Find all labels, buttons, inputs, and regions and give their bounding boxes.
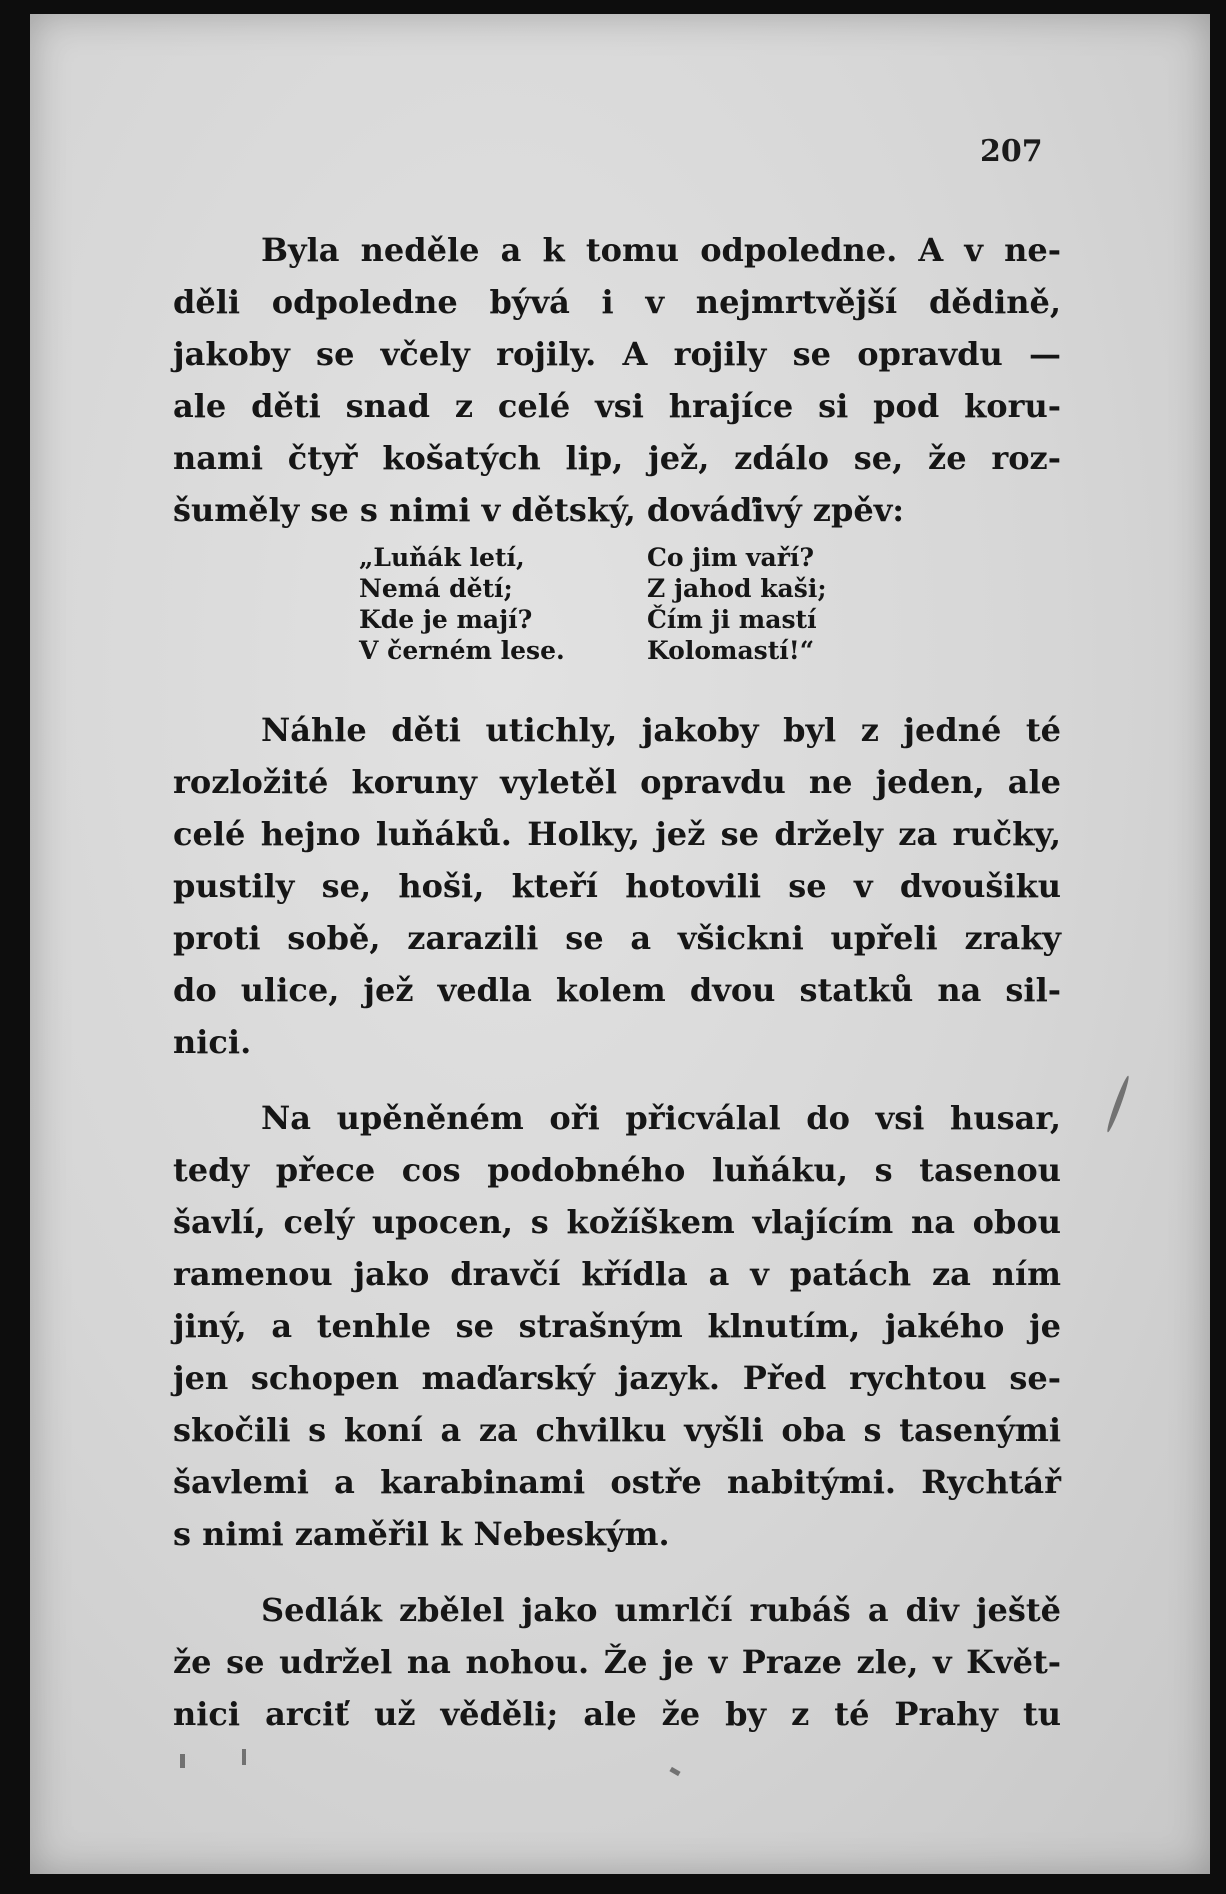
poem-line: Nemá dětí; (359, 574, 513, 603)
text-line: proti sobě, zarazili se a všickni upřeli zraky (173, 919, 1061, 957)
paragraph-3 (173, 1092, 1061, 1560)
text-line: ramenou jako dravčí křídla a v patách za ním (173, 1255, 1061, 1293)
text-line: že se udržel na nohou. Že je v Praze zle, v Květ- (173, 1643, 1061, 1681)
text-line: celé hejno luňáků. Holky, jež se držely za ručky, (173, 815, 1061, 853)
scan-speck (242, 1749, 246, 1765)
text-line: Byla neděle a k tomu odpoledne. A v ne- (261, 231, 1061, 269)
scan-speck (180, 1754, 185, 1768)
text-line: šavlí, celý upocen, s kožíškem vlajícím na obou (173, 1203, 1061, 1241)
text-line: nici. (173, 1023, 252, 1061)
text-line: rozložité koruny vyletěl opravdu ne jeden, ale (173, 763, 1061, 801)
poem-left-column (359, 542, 565, 666)
poem-line: Kolomastí!“ (647, 636, 815, 665)
text-line: Na upěněném oři přicválal do vsi husar, (261, 1099, 1061, 1137)
text-line: jakoby se včely rojily. A rojily se opravdu — (173, 335, 1061, 373)
text-line: ale děti snad z celé vsi hrajíce si pod koru- (173, 387, 1061, 425)
text-line: Náhle děti utichly, jakoby byl z jedné té (261, 711, 1061, 749)
text-line: jen schopen maďarský jazyk. Před rychtou se- (173, 1359, 1061, 1397)
poem-line: „Luňák letí, (359, 543, 525, 572)
poem-line: Z jahod kaši; (647, 574, 827, 603)
text-line: nici arciť už věděli; ale že by z té Prahy tu (173, 1695, 1061, 1733)
poem-line: Kde je mají? (359, 605, 533, 634)
poem-line: V černém lese. (359, 636, 565, 665)
text-line: s nimi zaměřil k Nebeským. (173, 1515, 670, 1553)
text-line: skočili s koní a za chvilku vyšli oba s tasenými (173, 1411, 1061, 1449)
text-line: Sedlák zbělel jako umrlčí rubáš a div ještě (261, 1591, 1061, 1629)
text-line: šuměly se s nimi v dětský, dováďivý zpěv: (173, 491, 905, 529)
paragraph-2 (173, 704, 1061, 1068)
body-text (173, 224, 1061, 1740)
scan-speck (669, 1767, 680, 1776)
page-number: 207 (980, 134, 1043, 169)
poem-line: Čím ji mastí (647, 605, 817, 634)
scan-speck (1105, 1075, 1131, 1133)
text-line: nami čtyř košatých lip, jež, zdálo se, že roz- (173, 439, 1061, 477)
poem-right-column (647, 542, 827, 666)
text-line: jiný, a tenhle se strašným klnutím, jakého je (173, 1307, 1061, 1345)
paragraph-1 (173, 224, 1061, 536)
text-line: tedy přece cos podobného luňáku, s tasenou (173, 1151, 1061, 1189)
poem (173, 542, 1061, 694)
paragraph-gap (173, 1068, 1061, 1092)
paragraph-gap (173, 1560, 1061, 1584)
book-page (30, 14, 1210, 1874)
poem-line: Co jim vaří? (647, 543, 815, 572)
text-line: šavlemi a karabinami ostře nabitými. Rychtář (173, 1463, 1061, 1501)
text-line: děli odpoledne bývá i v nejmrtvější dědině, (173, 283, 1061, 321)
paragraph-4 (173, 1584, 1061, 1740)
text-line: pustily se, hoši, kteří hotovili se v dvoušiku (173, 867, 1061, 905)
text-line: do ulice, jež vedla kolem dvou statků na sil- (173, 971, 1061, 1009)
